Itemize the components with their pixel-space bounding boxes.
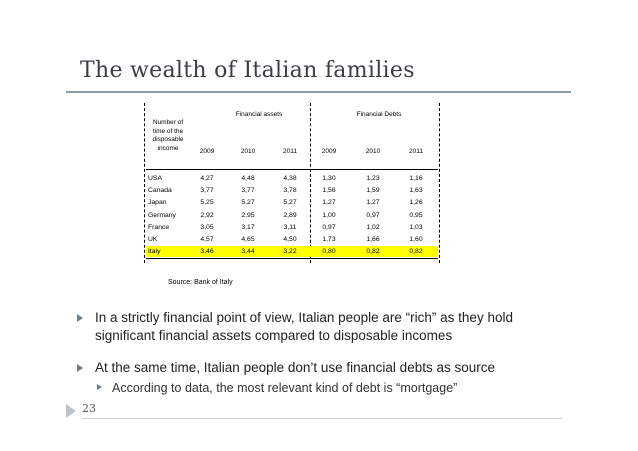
- value-cell: 1,03: [409, 223, 423, 231]
- corner-label-line: disposable: [152, 136, 184, 143]
- value-cell: 4,57: [200, 236, 214, 243]
- value-cell: 4,50: [283, 236, 297, 243]
- country-cell: France: [148, 223, 170, 231]
- title-rule: [66, 91, 571, 93]
- table-row: [146, 197, 438, 208]
- value-cell: 1,73: [322, 236, 336, 243]
- value-cell: 0,80: [322, 248, 336, 256]
- value-cell: 3,17: [241, 223, 255, 231]
- sub-bullet-text: According to data, the most relevant kind of debt is “mortgage”: [112, 381, 458, 395]
- table-row: [146, 185, 438, 196]
- bottom-rule: [146, 258, 438, 259]
- value-cell: 3,77: [200, 187, 214, 195]
- footer-triangle-icon: [66, 404, 76, 418]
- country-cell: UK: [148, 236, 158, 243]
- value-cell: 1,27: [366, 199, 380, 207]
- slide-title: The wealth of Italian families: [80, 58, 415, 83]
- year-header: 2011: [283, 148, 297, 155]
- value-cell: 1,00: [322, 211, 336, 219]
- value-cell: 0,97: [366, 211, 380, 219]
- year-header: 2010: [365, 148, 381, 155]
- table-row: [146, 210, 438, 221]
- year-header: 2010: [240, 148, 256, 155]
- value-cell: 5,27: [283, 199, 297, 207]
- year-header: 2009: [199, 148, 215, 155]
- value-cell: 4,65: [241, 236, 255, 243]
- value-cell: 2,89: [283, 211, 297, 219]
- value-cell: 0,97: [322, 223, 336, 231]
- corner-label-line: income: [157, 144, 179, 152]
- wealth-table: [144, 103, 440, 263]
- value-cell: 1,56: [322, 187, 336, 195]
- value-cell: 3,46: [200, 248, 214, 256]
- value-cell: 4,38: [283, 175, 297, 182]
- value-cell: 3,11: [283, 223, 297, 231]
- value-cell: 1,59: [366, 187, 380, 195]
- value-cell: 3,77: [241, 187, 255, 195]
- value-cell: 2,92: [200, 211, 214, 219]
- table-left-border: [144, 103, 145, 263]
- value-cell: 5,27: [241, 199, 255, 207]
- bullet-text: significant financial assets compared to disposable incomes: [95, 328, 453, 343]
- header-rule: [146, 169, 438, 170]
- value-cell: 0,82: [366, 248, 380, 256]
- value-cell: 1,30: [322, 175, 336, 182]
- country-cell: Italy: [148, 248, 161, 256]
- table-row: [146, 234, 438, 245]
- value-cell: 4,27: [200, 175, 214, 182]
- group-header-debts: Financial Debts: [356, 111, 402, 118]
- country-cell: USA: [148, 175, 162, 182]
- triangle-bullet-icon: [77, 364, 83, 372]
- value-cell: 3,44: [241, 248, 255, 256]
- table-row: [146, 222, 438, 233]
- country-cell: Canada: [148, 187, 172, 195]
- value-cell: 1,23: [366, 175, 380, 182]
- country-cell: Japan: [148, 199, 167, 207]
- bullet-text: At the same time, Italian people don’t use financial debts as source: [95, 360, 495, 375]
- value-cell: 1,26: [409, 199, 423, 207]
- value-cell: 1,63: [409, 187, 423, 195]
- value-cell: 1,16: [409, 175, 423, 182]
- table-row: [146, 246, 438, 257]
- page-number: 23: [82, 402, 96, 415]
- country-cell: Germany: [148, 211, 176, 219]
- source-note: Source: Bank of Italy: [168, 279, 233, 286]
- value-cell: 2,95: [241, 211, 255, 219]
- triangle-bullet-icon: [97, 384, 102, 390]
- value-cell: 3,22: [283, 248, 297, 256]
- value-cell: 1,02: [366, 223, 380, 231]
- value-cell: 1,66: [366, 236, 380, 243]
- bullet-item: [95, 309, 513, 345]
- sub-bullet-item: [112, 380, 457, 396]
- table-row: [146, 173, 438, 184]
- triangle-bullet-icon: [77, 314, 83, 322]
- value-cell: 4,48: [241, 175, 255, 182]
- corner-label-line: time of the: [152, 127, 184, 135]
- bullet-item: [95, 359, 495, 377]
- corner-label-line: Number of: [152, 119, 184, 126]
- value-cell: 3,78: [283, 187, 297, 195]
- group-header-assets: Financial assets: [235, 111, 283, 118]
- corner-label: [148, 119, 188, 153]
- value-cell: 1,60: [409, 236, 423, 243]
- value-cell: 0,82: [409, 248, 423, 256]
- table-right-border: [439, 103, 440, 263]
- year-header: 2009: [321, 148, 337, 155]
- year-header: 2011: [409, 148, 423, 155]
- value-cell: 3,05: [200, 223, 214, 231]
- value-cell: 1,27: [322, 199, 336, 207]
- bullet-text: In a strictly financial point of view, Italian people are “rich” as they hold: [95, 310, 513, 325]
- footer-rule: [82, 418, 562, 419]
- value-cell: 0,95: [409, 211, 423, 219]
- value-cell: 5,25: [200, 199, 214, 207]
